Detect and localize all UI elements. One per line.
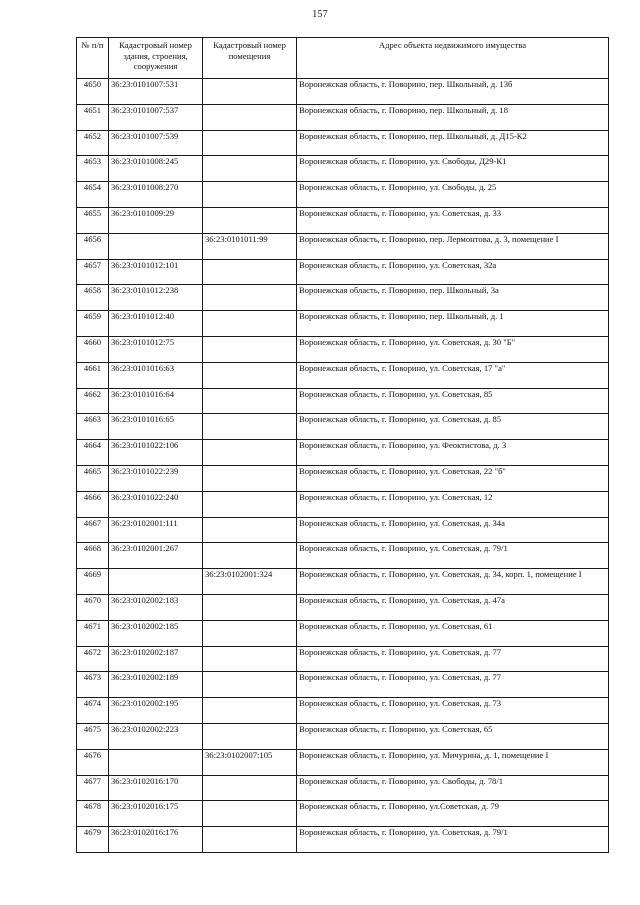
row-number: 4666 (77, 491, 109, 517)
property-address: Воронежская область, г. Поворино, ул. Советская, 32а (297, 259, 609, 285)
room-cadastral-number (203, 775, 297, 801)
property-address: Воронежская область, г. Поворино, пер. Школьный, д. Д15-К2 (297, 130, 609, 156)
page-number: 157 (312, 9, 328, 20)
room-cadastral-number (203, 311, 297, 337)
table-row (77, 775, 609, 801)
property-address: Воронежская область, г. Поворино, ул. Советская, д. 79/1 (297, 543, 609, 569)
building-cadastral-number: 36:23:0102016:175 (109, 801, 203, 827)
room-cadastral-number (203, 723, 297, 749)
table-row (77, 285, 609, 311)
row-number: 4674 (77, 698, 109, 724)
row-number: 4668 (77, 543, 109, 569)
row-number: 4663 (77, 414, 109, 440)
property-address: Воронежская область, г. Поворино, ул. Советская, д. 47а (297, 594, 609, 620)
row-number: 4652 (77, 130, 109, 156)
table-row (77, 646, 609, 672)
property-address: Воронежская область, г. Поворино, ул. Советская, д. 77 (297, 672, 609, 698)
room-cadastral-number (203, 336, 297, 362)
building-cadastral-number: 36:23:0101016:64 (109, 388, 203, 414)
building-cadastral-number: 36:23:0101016:65 (109, 414, 203, 440)
row-number: 4678 (77, 801, 109, 827)
property-address: Воронежская область, г. Поворино, ул. Свободы, Д29-К1 (297, 156, 609, 182)
table-row (77, 156, 609, 182)
building-cadastral-number (109, 749, 203, 775)
room-cadastral-number (203, 388, 297, 414)
table-row (77, 182, 609, 208)
building-cadastral-number: 36:23:0101007:531 (109, 79, 203, 105)
column-header-address: Адрес объекта недвижимого имущества (297, 38, 609, 79)
table-row (77, 388, 609, 414)
table-row (77, 698, 609, 724)
room-cadastral-number (203, 465, 297, 491)
row-number: 4650 (77, 79, 109, 105)
property-address: Воронежская область, г. Поворино, ул. Советская, д. 79/1 (297, 827, 609, 853)
room-cadastral-number: 36:23:0101011:99 (203, 233, 297, 259)
table-row (77, 517, 609, 543)
row-number: 4660 (77, 336, 109, 362)
table-row (77, 723, 609, 749)
building-cadastral-number: 36:23:0102002:185 (109, 620, 203, 646)
table-row (77, 491, 609, 517)
room-cadastral-number (203, 646, 297, 672)
building-cadastral-number: 36:23:0101012:101 (109, 259, 203, 285)
table-row (77, 465, 609, 491)
building-cadastral-number: 36:23:0102016:170 (109, 775, 203, 801)
row-number: 4665 (77, 465, 109, 491)
column-header-num: № п/п (77, 38, 109, 79)
room-cadastral-number (203, 79, 297, 105)
building-cadastral-number: 36:23:0101012:75 (109, 336, 203, 362)
table-row (77, 801, 609, 827)
room-cadastral-number (203, 827, 297, 853)
building-cadastral-number: 36:23:0101009:29 (109, 207, 203, 233)
row-number: 4655 (77, 207, 109, 233)
row-number: 4667 (77, 517, 109, 543)
registry-table (76, 37, 609, 853)
table-row (77, 827, 609, 853)
building-cadastral-number: 36:23:0102002:187 (109, 646, 203, 672)
building-cadastral-number: 36:23:0101022:240 (109, 491, 203, 517)
row-number: 4651 (77, 104, 109, 130)
property-address: Воронежская область, г. Поворино, ул. Советская, 12 (297, 491, 609, 517)
table-header (77, 38, 609, 79)
building-cadastral-number: 36:23:0101012:238 (109, 285, 203, 311)
table-row (77, 104, 609, 130)
row-number: 4661 (77, 362, 109, 388)
property-address: Воронежская область, г. Поворино, ул. Феоктистова, д. 3 (297, 440, 609, 466)
building-cadastral-number: 36:23:0101022:239 (109, 465, 203, 491)
row-number: 4672 (77, 646, 109, 672)
table-row (77, 259, 609, 285)
row-number: 4658 (77, 285, 109, 311)
table-row (77, 130, 609, 156)
room-cadastral-number (203, 698, 297, 724)
property-address: Воронежская область, г. Поворино, пер. Школьный, д. 1 (297, 311, 609, 337)
table-row (77, 620, 609, 646)
row-number: 4670 (77, 594, 109, 620)
property-address: Воронежская область, г. Поворино, ул. Свободы, д. 25 (297, 182, 609, 208)
room-cadastral-number (203, 130, 297, 156)
row-number: 4662 (77, 388, 109, 414)
property-address: Воронежская область, г. Поворино, ул. Мичурина, д. 1, помещение I (297, 749, 609, 775)
table-row (77, 336, 609, 362)
row-number: 4669 (77, 569, 109, 595)
table-row (77, 311, 609, 337)
building-cadastral-number: 36:23:0101008:245 (109, 156, 203, 182)
row-number: 4656 (77, 233, 109, 259)
row-number: 4677 (77, 775, 109, 801)
row-number: 4664 (77, 440, 109, 466)
row-number: 4676 (77, 749, 109, 775)
property-address: Воронежская область, г. Поворино, пер. Школьный, д. 18 (297, 104, 609, 130)
room-cadastral-number (203, 414, 297, 440)
property-address: Воронежская область, г. Поворино, ул. Советская, 17 "а" (297, 362, 609, 388)
property-address: Воронежская область, г. Поворино, пер. Лермонтова, д. 3, помещение I (297, 233, 609, 259)
property-address: Воронежская область, г. Поворино, ул. Советская, 65 (297, 723, 609, 749)
property-address: Воронежская область, г. Поворино, пер. Школьный, 3а (297, 285, 609, 311)
property-address: Воронежская область, г. Поворино, ул. Советская, д. 30 "Б" (297, 336, 609, 362)
room-cadastral-number (203, 182, 297, 208)
room-cadastral-number (203, 259, 297, 285)
table-row (77, 672, 609, 698)
row-number: 4671 (77, 620, 109, 646)
building-cadastral-number: 36:23:0101022:106 (109, 440, 203, 466)
table-row (77, 543, 609, 569)
table-row (77, 79, 609, 105)
property-address: Воронежская область, г. Поворино, ул. Советская, д. 85 (297, 414, 609, 440)
row-number: 4675 (77, 723, 109, 749)
property-address: Воронежская область, г. Поворино, ул. Советская, 22 "б" (297, 465, 609, 491)
column-header-room-cadastral: Кадастровый номер помещения (203, 38, 297, 79)
building-cadastral-number: 36:23:0102016:176 (109, 827, 203, 853)
room-cadastral-number: 36:23:0102001:324 (203, 569, 297, 595)
table-row (77, 207, 609, 233)
table-row (77, 594, 609, 620)
room-cadastral-number (203, 104, 297, 130)
building-cadastral-number (109, 233, 203, 259)
property-address: Воронежская область, г. Поворино, ул. Советская, д. 34а (297, 517, 609, 543)
property-address: Воронежская область, г. Поворино, ул. Советская, 85 (297, 388, 609, 414)
property-address: Воронежская область, г. Поворино, ул. Советская, 61 (297, 620, 609, 646)
table-row (77, 362, 609, 388)
room-cadastral-number (203, 285, 297, 311)
row-number: 4654 (77, 182, 109, 208)
building-cadastral-number: 36:23:0101008:270 (109, 182, 203, 208)
column-header-building-cadastral: Кадастровый номер здания, строения, сооружения (109, 38, 203, 79)
table-row (77, 233, 609, 259)
table-row (77, 440, 609, 466)
building-cadastral-number: 36:23:0102002:183 (109, 594, 203, 620)
building-cadastral-number: 36:23:0101007:539 (109, 130, 203, 156)
room-cadastral-number (203, 207, 297, 233)
room-cadastral-number (203, 517, 297, 543)
building-cadastral-number: 36:23:0101007:537 (109, 104, 203, 130)
property-address: Воронежская область, г. Поворино, ул. Свободы, д. 78/1 (297, 775, 609, 801)
room-cadastral-number (203, 620, 297, 646)
room-cadastral-number (203, 362, 297, 388)
header-row (77, 38, 609, 79)
building-cadastral-number: 36:23:0102002:189 (109, 672, 203, 698)
row-number: 4653 (77, 156, 109, 182)
property-address: Воронежская область, г. Поворино, ул. Советская, д. 77 (297, 646, 609, 672)
building-cadastral-number: 36:23:0102001:111 (109, 517, 203, 543)
row-number: 4659 (77, 311, 109, 337)
row-number: 4657 (77, 259, 109, 285)
table-row (77, 569, 609, 595)
room-cadastral-number (203, 491, 297, 517)
room-cadastral-number (203, 543, 297, 569)
table-row (77, 414, 609, 440)
room-cadastral-number (203, 672, 297, 698)
building-cadastral-number: 36:23:0102001:267 (109, 543, 203, 569)
room-cadastral-number (203, 156, 297, 182)
table-body (77, 79, 609, 853)
room-cadastral-number (203, 594, 297, 620)
building-cadastral-number: 36:23:0102002:223 (109, 723, 203, 749)
property-address: Воронежская область, г. Поворино, ул.Советская, д. 79 (297, 801, 609, 827)
row-number: 4673 (77, 672, 109, 698)
room-cadastral-number (203, 801, 297, 827)
building-cadastral-number: 36:23:0101012:40 (109, 311, 203, 337)
building-cadastral-number: 36:23:0102002:195 (109, 698, 203, 724)
building-cadastral-number: 36:23:0101016:63 (109, 362, 203, 388)
building-cadastral-number (109, 569, 203, 595)
table-row (77, 749, 609, 775)
property-address: Воронежская область, г. Поворино, пер. Школьный, д. 13б (297, 79, 609, 105)
property-address: Воронежская область, г. Поворино, ул. Советская, д. 33 (297, 207, 609, 233)
row-number: 4679 (77, 827, 109, 853)
property-address: Воронежская область, г. Поворино, ул. Советская, д. 73 (297, 698, 609, 724)
property-address: Воронежская область, г. Поворино, ул. Советская, д. 34, корп. 1, помещение I (297, 569, 609, 595)
room-cadastral-number: 36:23:0102007:105 (203, 749, 297, 775)
room-cadastral-number (203, 440, 297, 466)
